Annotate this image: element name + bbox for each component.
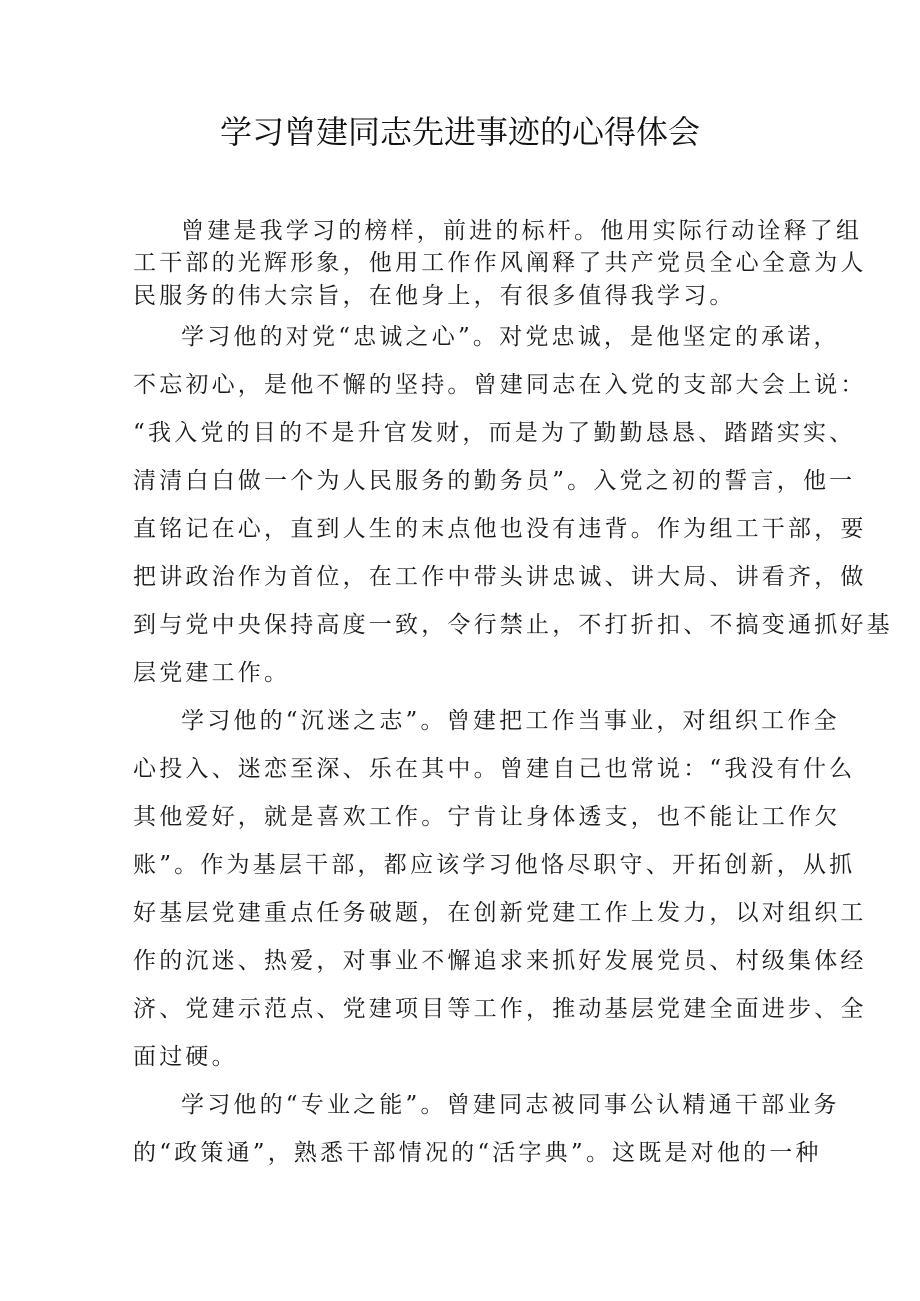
body-line: 济、党建示范点、党建项目等工作，推动基层党建全面进步、全 <box>133 996 867 1022</box>
body-line: 学习他的对党“忠诚之心”。对党忠诚，是他坚定的承诺， <box>181 324 840 350</box>
body-line: 其他爱好，就是喜欢工作。宁肯让身体透支，也不能让工作欠 <box>133 804 841 830</box>
body-line: “我入党的目的不是升官发财，而是为了勤勤恳恳、踏踏实实、 <box>133 420 856 446</box>
body-line: 清清白白做一个为人民服务的勤务员”。入党之初的誓言，他一 <box>133 468 856 494</box>
body-line: 到与党中央保持高度一致，令行禁止，不打折扣、不搞变通抓好基 <box>133 612 893 638</box>
body-line: 心投入、迷恋至深、乐在其中。曾建自己也常说：“我没有什么 <box>133 756 856 782</box>
body-line: 作的沉迷、热爱，对事业不懈追求来抓好发展党员、村级集体经 <box>133 948 867 974</box>
body-line: 把讲政治作为首位，在工作中带头讲忠诚、讲大局、讲看齐，做 <box>133 564 867 590</box>
body-line: 直铭记在心，直到人生的末点他也没有违背。作为组工干部，要 <box>133 516 867 542</box>
body-line: 好基层党建重点任务破题，在创新党建工作上发力，以对组织工 <box>133 900 867 926</box>
body-line: 层党建工作。 <box>133 660 291 686</box>
body-line: 的“政策通”，熟悉干部情况的“活字典”。这既是对他的一种 <box>133 1140 822 1166</box>
body-line: 曾建是我学习的榜样，前进的标杆。他用实际行动诠释了组 <box>181 218 863 244</box>
body-line: 学习他的“沉迷之志”。曾建把工作当事业，对组织工作全 <box>181 708 840 734</box>
body-line: 学习他的“专业之能”。曾建同志被同事公认精通干部业务 <box>181 1092 840 1118</box>
document-title: 学习曾建同志先进事迹的心得体会 <box>219 113 700 151</box>
body-line: 民服务的伟大宗旨，在他身上，有很多值得我学习。 <box>133 283 736 309</box>
body-line: 面过硬。 <box>133 1044 238 1070</box>
body-line: 工干部的光辉形象，他用工作作风阐释了共产党员全心全意为人 <box>133 250 867 276</box>
body-line: 不忘初心，是他不懈的坚持。曾建同志在入党的支部大会上说： <box>133 372 867 398</box>
body-line: 账”。作为基层干部，都应该学习他恪尽职守、开拓创新，从抓 <box>133 852 856 878</box>
